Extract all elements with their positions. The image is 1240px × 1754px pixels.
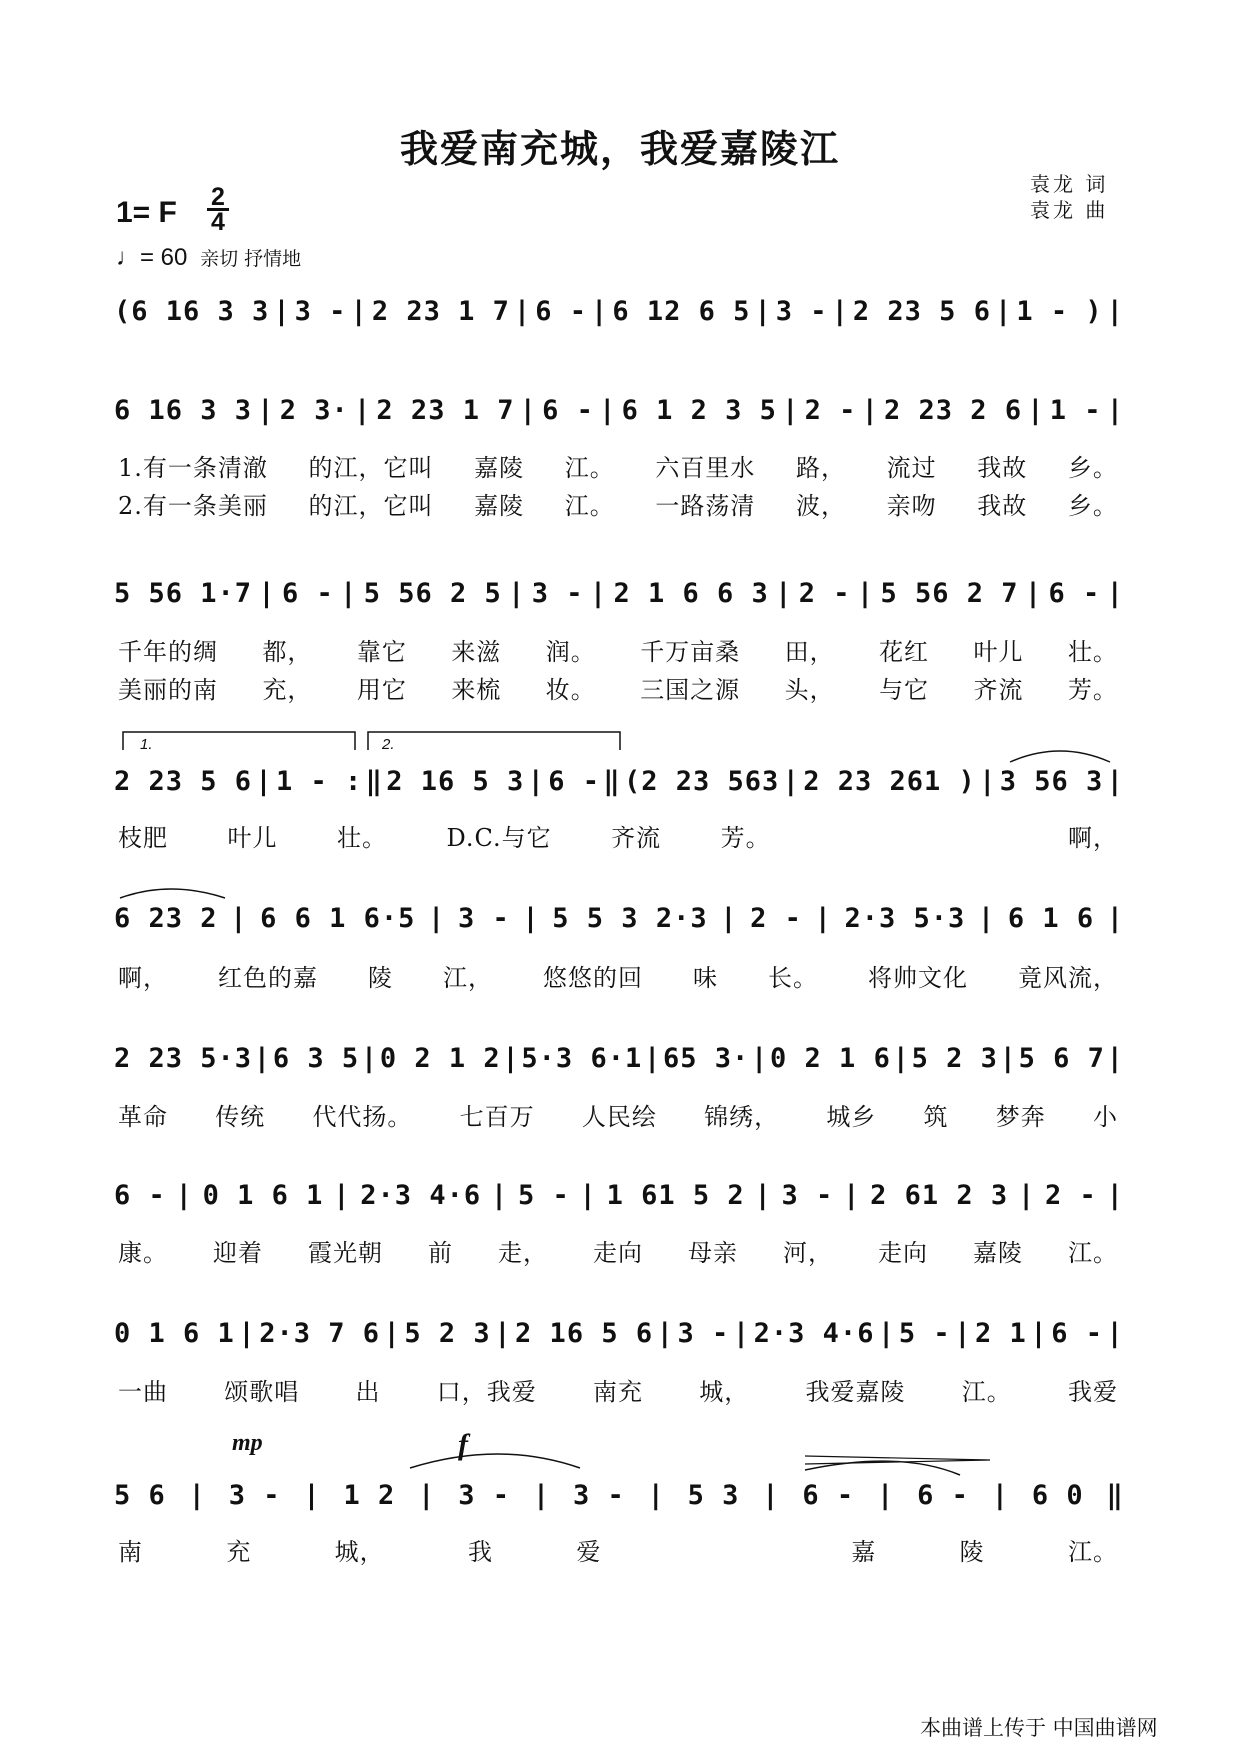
dynamic-f: f [458,1428,468,1461]
barline: | [856,578,875,609]
time-signature-bottom: 4 [211,208,225,236]
note-group: (6 16 3 3 [114,296,270,327]
lyric-word: 都， [262,638,313,666]
note-group: 3 - [294,296,347,327]
barline: | [508,578,526,609]
key-signature: 1= F [116,196,177,229]
lyric-word: 将帅文化 [868,964,968,992]
lyric-word: 前 [428,1239,453,1267]
barline: | [383,1318,401,1349]
barline: | [991,1480,1010,1511]
double-barline: ‖ [365,766,383,797]
barline: | [861,395,879,426]
lyric-word: 走向 [878,1239,928,1267]
note-group: 5 56 2 7 [880,578,1019,609]
barline: | [1106,1318,1124,1349]
barline: | [782,766,800,797]
barline: | [977,903,996,934]
barline: | [1106,1180,1124,1211]
composer-credit: 袁龙 曲 [1030,198,1109,222]
barline: | [340,578,358,609]
lyric-word: 齐流 [973,676,1024,704]
barline: | [513,296,532,327]
lyric-word: 2.有一条美丽 [118,492,268,520]
barline: | [303,1480,321,1511]
volta-2-label: 2. [382,736,395,753]
barline: | [1030,1318,1048,1349]
note-group: 3 - [228,1480,281,1511]
lyric-word: 江。 [564,454,615,482]
barline: | [877,1480,895,1511]
note-group: 2·3 7 6 [259,1318,380,1349]
lyric-word: 充 [226,1538,252,1566]
barline: | [1027,395,1045,426]
note-group: 6 23 2 [114,903,218,934]
lyric-word: 陵 [368,964,393,992]
lyric-word: 康。 [118,1239,168,1267]
barline: | [350,296,368,327]
note-group: 2 - [1045,1180,1097,1211]
lyric-word: 芳。 [720,824,771,852]
note-group: 5 6 [114,1480,166,1511]
tempo-value: ♩= 60 [116,244,188,271]
volta-bracket-1 [123,732,355,750]
lyric-word: 母亲 [688,1239,738,1267]
note-group: 3 - [677,1318,730,1349]
lyric-word: 田， [784,638,835,666]
note-group: 6 1 2 3 5 [621,395,777,426]
lyric-word: 三国之源 [640,676,741,704]
lyric-word: 啊， [1068,824,1118,852]
barline: | [878,1318,896,1349]
barline: | [1106,903,1124,934]
note-group: 2 23 5 6 [114,766,253,797]
note-group: 2 - [750,903,802,934]
lyric-word: 筑 [923,1103,949,1131]
barline: | [591,296,609,327]
barline: | [1106,578,1124,609]
note-group: 6 - [1048,578,1101,609]
note-group: 5 - [898,1318,951,1349]
lyric-word: 壮。 [336,824,387,852]
barline: | [175,1180,193,1211]
note-group: 3 - [531,578,584,609]
note-group: 2 3· [279,395,349,426]
barline: | [599,395,617,426]
lyric-word: 江。 [961,1378,1012,1406]
lyric-word: 我爱 [1068,1378,1118,1406]
lyric-word: 长。 [768,964,818,992]
final-barline: ‖ [1106,1480,1124,1511]
note-group: 1 - [1049,395,1102,426]
barline: | [892,1043,910,1074]
lyric-word: 河， [783,1239,833,1267]
lyric-word: D.C.与它 [446,824,552,852]
barline: | [490,1180,509,1211]
barline: | [258,578,276,609]
lyric-word: 乡。 [1067,454,1118,482]
slur [1010,751,1110,762]
note-group: 5·3 6·1 [521,1043,643,1074]
lyric-word: 花红 [879,638,930,666]
barline: | [775,578,793,609]
note-group: 6 - [548,766,601,797]
note-group: 5 6 7 [1018,1043,1105,1074]
barline: | [273,296,291,327]
note-group: 5 3 [687,1480,740,1511]
note-group: 2 23 5 6 [852,296,991,327]
barline: | [751,1043,769,1074]
barline: | [754,296,772,327]
lyric-word: 梦奔 [995,1103,1046,1131]
note-group: 3 - [457,903,510,934]
note-group: 2 23 2 6 [884,395,1023,426]
lyric-word: 嘉陵 [474,492,525,520]
lyric-word: 陵 [959,1538,985,1566]
note-group: 2 1 [975,1318,1027,1349]
note-group: 2 61 2 3 [870,1180,1009,1211]
note-group: 0 1 6 1 [202,1180,324,1211]
lyric-word: 出 [355,1378,381,1406]
note-group: 6 - [542,395,594,426]
lyric-word: 千万亩桑 [640,638,741,666]
note-group: 1 61 5 2 [606,1180,745,1211]
lyric-word: 城， [699,1378,750,1406]
lyric-word: 路， [796,454,847,482]
barline: | [720,903,738,934]
lyric-word: 齐流 [611,824,662,852]
note-group: 3 - [572,1480,625,1511]
note-group: 3 - [458,1480,510,1511]
barline: | [979,766,997,797]
lyric-word: 江。 [564,492,615,520]
note-group: 0 2 1 6 [770,1043,891,1074]
note-group: 2 23 1 7 [376,395,515,426]
barline: | [502,1043,520,1074]
volta-bracket-2 [368,732,620,750]
note-group: 2 - [804,395,857,426]
note-group: 2 - [798,578,851,609]
lyric-word: 走， [498,1239,548,1267]
lyric-word: 城乡 [826,1103,877,1131]
lyric-word: 六百里水 [655,454,756,482]
volta-1-label: 1. [140,736,153,753]
lyric-word: 嘉陵 [474,454,525,482]
barline: | [762,1480,780,1511]
lyric-word: 霞光朝 [308,1239,383,1267]
barline: | [1106,766,1124,797]
barline: | [643,1043,662,1074]
lyric-word: 爱 [576,1538,602,1566]
lyric-word: 七百万 [459,1103,535,1131]
lyric-word: 靠它 [356,638,407,666]
lyric-word: 流过 [886,454,937,482]
note-group: 2 16 5 6 [515,1318,654,1349]
note-group: 6 12 6 5 [612,296,751,327]
barline: | [782,395,800,426]
lyric-word: 江。 [1067,1538,1118,1566]
note-group: 1 - ) [1016,296,1103,327]
barline: | [360,1043,379,1074]
barline: | [333,1180,351,1211]
note-group: 2 23 5·3 [114,1043,253,1074]
note-group: 1 - : [276,766,363,797]
lyric-word: 妆。 [545,676,596,704]
barline: | [999,1043,1017,1074]
lyric-word: 口，我爱 [436,1378,537,1406]
hairpin-icon [805,1456,990,1464]
lyric-word: 壮。 [1067,638,1118,666]
lyric-word: 1.有一条清澈 [118,454,268,482]
lyric-word: 美丽的南 [118,676,218,704]
note-group: 6 - [114,1180,166,1211]
note-group: 0 2 1 2 [379,1043,501,1074]
barline: | [656,1318,674,1349]
lyric-word: 人民绘 [581,1103,657,1131]
note-group: 6 - [535,296,587,327]
lyric-word: 来滋 [451,638,502,666]
note-group: 2 16 5 3 [386,766,525,797]
lyric-word: 锦绣， [704,1103,780,1131]
note-group: 1 2 [343,1480,396,1511]
note-group: 6 6 1 6·5 [260,903,416,934]
note-group: 6 1 6 [1007,903,1095,934]
lyric-word: 嘉陵 [973,1239,1023,1267]
lyric-word: 嘉 [851,1538,877,1566]
barline: | [1106,395,1124,426]
lyric-word: 城， [334,1538,385,1566]
dynamic-mp: mp [232,1430,263,1456]
note-group: 6 - [1051,1318,1103,1349]
barline: | [428,903,446,934]
lyric-word: 迎着 [213,1239,263,1267]
barline: | [532,1480,551,1511]
lyric-word: 叶儿 [227,824,278,852]
note-group: 5 56 2 5 [363,578,502,609]
barline: | [1024,578,1043,609]
note-group: (2 23 563 [623,766,780,797]
note-group: 2 23 261 ) [803,766,976,797]
barline: | [257,395,275,426]
barline: | [831,296,849,327]
barline: | [843,1180,861,1211]
note-group: 2·3 4·6 [753,1318,875,1349]
note-group: 5 2 3 [911,1043,998,1074]
note-group: 5 5 3 2·3 [552,903,708,934]
barline: | [255,766,273,797]
barline: | [754,1180,772,1211]
note-group: 65 3· [662,1043,750,1074]
lyric-word: 传统 [215,1103,266,1131]
barline: | [238,1318,256,1349]
lyric-word: 江， [443,964,493,992]
lyric-word: 芳。 [1067,676,1118,704]
lyric-word: 悠悠的回 [543,964,643,992]
lyric-word: 的江，它叫 [308,454,434,482]
site-watermark: 本曲谱上传于 中国曲谱网 [920,1716,1158,1740]
lyricist-credit: 袁龙 词 [1030,172,1109,196]
lyric-word: 南 [118,1538,143,1566]
barline: | [647,1480,665,1511]
lyric-word: 我 [467,1538,493,1566]
barline: | [230,903,248,934]
note-group: 3 56 3 [999,766,1104,797]
slur [410,1454,580,1468]
lyric-word: 味 [693,964,718,992]
note-group: 3 - [775,296,828,327]
barline: | [522,903,540,934]
barline: | [1106,1043,1124,1074]
lyric-word: 我故 [977,454,1028,482]
lyric-word: 我爱嘉陵 [805,1378,906,1406]
lyric-word: 南充 [593,1378,643,1406]
lyric-word: 啊， [118,964,168,992]
barline: | [353,395,372,426]
lyric-word: 我故 [977,492,1028,520]
lyric-word: 红色的嘉 [218,964,318,992]
note-group: 5 56 1·7 [114,578,253,609]
lyric-word: 充， [262,676,313,704]
lyric-word: 与它 [879,676,930,704]
lyric-word: 一路荡清 [655,492,756,520]
note-group: 2·3 4·6 [360,1180,482,1211]
lyric-word: 乡。 [1067,492,1118,520]
lyric-word: 枝肥 [118,824,168,852]
barline: | [1106,296,1124,327]
lyric-word: 千年的绸 [118,638,218,666]
lyric-word: 革命 [118,1103,168,1131]
lyric-word: 叶儿 [973,638,1024,666]
lyric-word: 竟风流， [1018,964,1118,992]
note-group: 6 0 [1031,1480,1084,1511]
slur [120,889,225,898]
barline: | [519,395,537,426]
barline: | [494,1318,512,1349]
lyric-word: 走向 [593,1239,643,1267]
note-group: 6 - [802,1480,855,1511]
lyric-word: 颂歌唱 [224,1378,300,1406]
barline: | [418,1480,436,1511]
barline: | [995,296,1013,327]
lyric-word: 一曲 [118,1378,168,1406]
barline: | [954,1318,972,1349]
note-group: 5 - [517,1180,570,1211]
lyric-word: 头， [784,676,835,704]
lyric-word: 江。 [1068,1239,1118,1267]
barline: | [1017,1180,1036,1211]
expression-text: 亲切 抒情地 [200,248,302,270]
double-barline: ‖ [603,766,621,797]
lyric-word: 代代扬。 [312,1103,413,1131]
lyric-word: 的江，它叫 [308,492,434,520]
barline: | [253,1043,272,1074]
note-group: 6 - [282,578,334,609]
barline: | [579,1180,597,1211]
lyric-word: 亲吻 [886,492,937,520]
lyric-word: 小 [1092,1103,1118,1131]
lyric-word: 波， [796,492,847,520]
lyric-word: 用它 [356,676,407,704]
lyric-word: 来梳 [451,676,502,704]
note-group: 2·3 5·3 [844,903,966,934]
barline: | [814,903,832,934]
note-group: 5 2 3 [404,1318,491,1349]
time-signature-top: 2 [211,183,225,211]
barline: | [732,1318,751,1349]
note-group: 2 1 6 6 3 [613,578,769,609]
note-group: 0 1 6 1 [114,1318,235,1349]
note-group: 6 - [917,1480,969,1511]
note-group: 6 16 3 3 [114,395,253,426]
barline: | [188,1480,206,1511]
note-group: 3 - [781,1180,834,1211]
note-group: 2 23 1 7 [371,296,510,327]
barline: | [589,578,608,609]
note-group: 6 3 5 [272,1043,360,1074]
barline: | [527,766,545,797]
page-title: 我爱南充城，我爱嘉陵江 [399,126,840,171]
lyric-word: 润。 [545,638,596,666]
